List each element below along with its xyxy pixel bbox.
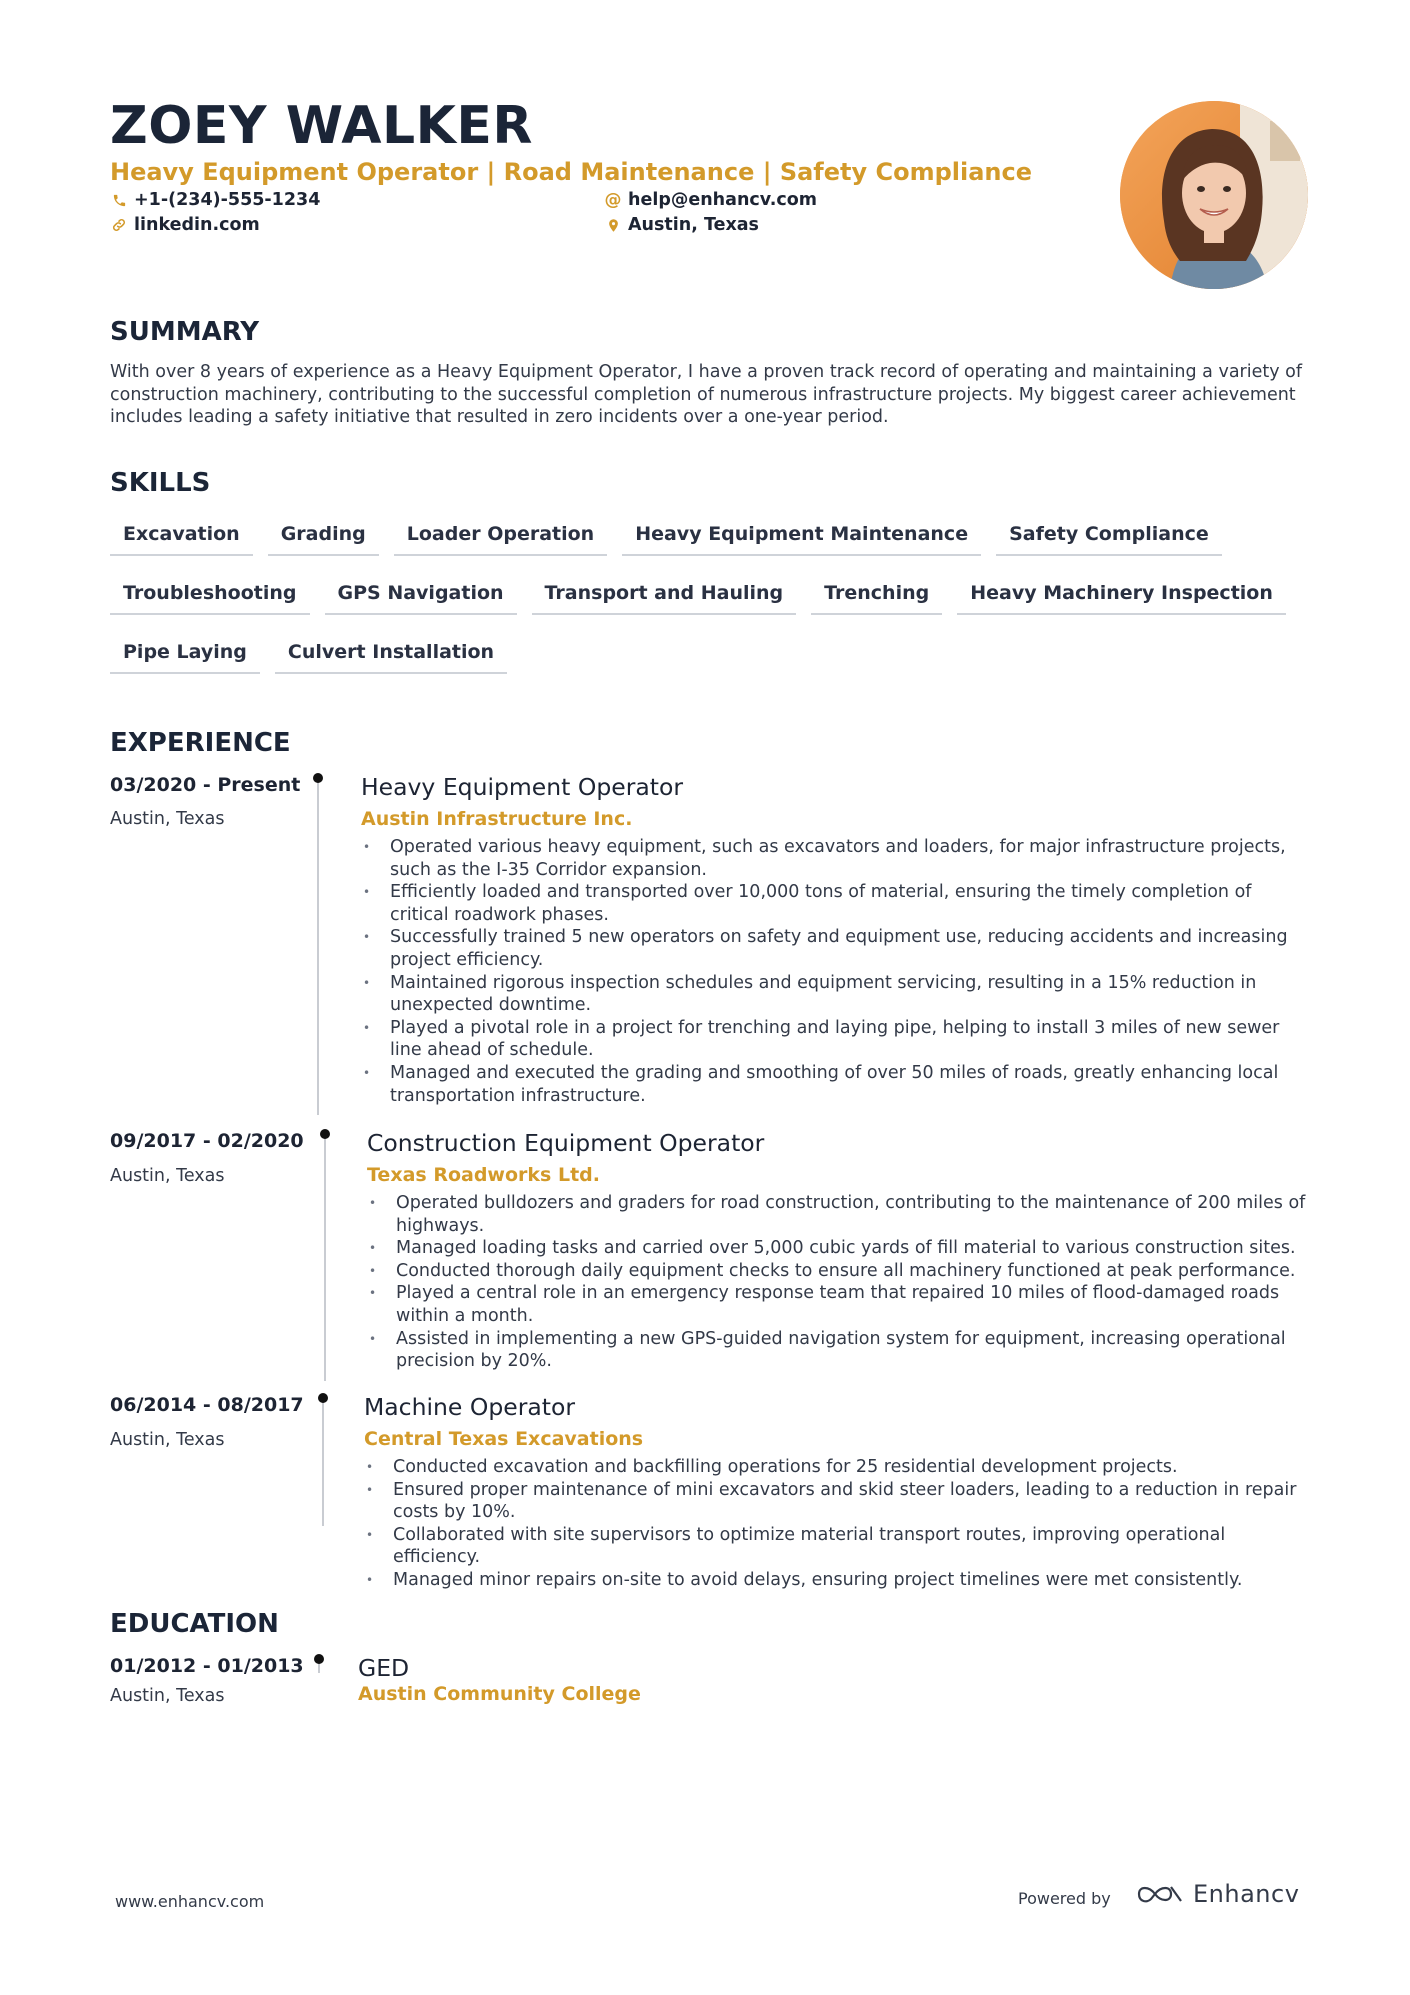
- job-company: Texas Roadworks Ltd.: [367, 1164, 600, 1186]
- skill-tag: Heavy Machinery Inspection: [957, 573, 1286, 615]
- job-bullet: • Assisted in implementing a new GPS-guided navigation system for equipment, increasing operational precision by 20%.: [367, 1328, 1311, 1373]
- education-school: Austin Community College: [358, 1683, 641, 1705]
- timeline-dot: [318, 1393, 328, 1403]
- skill-tag: Transport and Hauling: [532, 573, 797, 615]
- linkedin-text[interactable]: linkedin.com: [134, 215, 260, 235]
- skills-title: SKILLS: [110, 468, 211, 498]
- timeline-dot: [313, 773, 323, 783]
- skill-tag: Troubleshooting: [110, 573, 310, 615]
- skill-tag: Safety Compliance: [996, 514, 1222, 556]
- timeline-dot: [320, 1129, 330, 1139]
- skill-tag: Grading: [268, 514, 379, 556]
- footer-powered-by: Powered by: [1018, 1889, 1111, 1908]
- footer-brand[interactable]: [1137, 1880, 1299, 1908]
- candidate-name: ZOEY WALKER: [110, 96, 533, 156]
- job-bullet: • Operated various heavy equipment, such as excavators and loaders, for major infrastructure projects, such as the I-35 Corridor expansion.: [361, 836, 1311, 881]
- job-bullet: • Maintained rigorous inspection schedules and equipment servicing, resulting in a 15% reduction in unexpected downtime.: [361, 972, 1311, 1017]
- skill-tag: Pipe Laying: [110, 632, 260, 674]
- timeline-line: [324, 1134, 326, 1381]
- job-role: Heavy Equipment Operator: [361, 773, 684, 801]
- job-date: 06/2014 - 08/2017: [110, 1394, 304, 1416]
- link-icon: [110, 216, 128, 234]
- education-title: EDUCATION: [110, 1609, 279, 1639]
- timeline-line: [317, 778, 319, 1115]
- skills-row: [110, 514, 1310, 573]
- job-bullet: • Successfully trained 5 new operators on safety and equipment use, reducing accidents and increasing project efficiency.: [361, 926, 1311, 971]
- phone-text[interactable]: +1-(234)-555-1234: [134, 190, 321, 210]
- job-bullet: • Efficiently loaded and transported over 10,000 tons of material, ensuring the timely completion of critical roadwork phases.: [361, 881, 1311, 926]
- job-bullets: [364, 1456, 1311, 1592]
- contact-linkedin: [110, 213, 260, 237]
- job-location: Austin, Texas: [110, 809, 225, 829]
- timeline-dot: [314, 1654, 324, 1664]
- email-text[interactable]: help@enhancv.com: [628, 190, 818, 210]
- at-icon: @: [604, 190, 622, 210]
- skills-row: [110, 573, 1310, 632]
- summary-title: SUMMARY: [110, 317, 260, 347]
- footer-url[interactable]: www.enhancv.com: [115, 1892, 265, 1911]
- job-date: 09/2017 - 02/2020: [110, 1130, 304, 1152]
- job-date: 03/2020 - Present: [110, 774, 301, 796]
- job-bullet: • Managed minor repairs on-site to avoid delays, ensuring project timelines were met consistently.: [364, 1569, 1311, 1592]
- job-bullet: • Collaborated with site supervisors to optimize material transport routes, improving operational efficiency.: [364, 1524, 1311, 1569]
- contact-location: [604, 213, 759, 237]
- timeline-line: [322, 1398, 324, 1526]
- job-bullet: • Conducted excavation and backfilling operations for 25 residential development projects.: [364, 1456, 1311, 1479]
- job-location: Austin, Texas: [110, 1166, 225, 1186]
- job-bullet: • Played a pivotal role in a project for trenching and laying pipe, helping to install 3 miles of new sewer line ahead of schedule.: [361, 1017, 1311, 1062]
- skill-tag: Loader Operation: [394, 514, 607, 556]
- job-company: Austin Infrastructure Inc.: [361, 808, 633, 830]
- footer-brand-name: Enhancv: [1193, 1880, 1300, 1908]
- headline: Heavy Equipment Operator | Road Maintenance | Safety Compliance: [110, 158, 1033, 186]
- location-pin-icon: [604, 216, 622, 234]
- education-location: Austin, Texas: [110, 1686, 225, 1706]
- skill-tag: Excavation: [110, 514, 253, 556]
- phone-icon: [110, 191, 128, 209]
- skill-tag: GPS Navigation: [325, 573, 517, 615]
- skill-tag: Culvert Installation: [275, 632, 507, 674]
- skills-row: [110, 632, 1310, 691]
- job-bullet: • Operated bulldozers and graders for road construction, contributing to the maintenance of 200 miles of highways.: [367, 1192, 1311, 1237]
- contact-phone: [110, 188, 320, 212]
- job-location: Austin, Texas: [110, 1430, 225, 1450]
- job-role: Machine Operator: [364, 1393, 576, 1421]
- job-role: Construction Equipment Operator: [367, 1129, 765, 1157]
- location-text: Austin, Texas: [628, 215, 759, 235]
- experience-title: EXPERIENCE: [110, 728, 291, 758]
- education-date: 01/2012 - 01/2013: [110, 1655, 304, 1677]
- job-company: Central Texas Excavations: [364, 1428, 644, 1450]
- job-bullets: [367, 1192, 1311, 1373]
- job-bullet: • Ensured proper maintenance of mini excavators and skid steer loaders, leading to a reduction in repair costs by 10%.: [364, 1479, 1311, 1524]
- skill-tag: Trenching: [811, 573, 942, 615]
- education-degree: GED: [358, 1654, 410, 1682]
- enhancv-logo-icon: [1137, 1882, 1183, 1906]
- contact-email: [604, 188, 817, 212]
- job-bullet: • Managed and executed the grading and smoothing of over 50 miles of roads, greatly enhancing local transportation infrastructure.: [361, 1062, 1311, 1107]
- skills-list: [110, 514, 1310, 691]
- job-bullet: • Managed loading tasks and carried over 5,000 cubic yards of fill material to various construction sites.: [367, 1237, 1311, 1260]
- profile-photo: [1120, 101, 1308, 289]
- job-bullet: • Played a central role in an emergency response team that repaired 10 miles of flood-damaged roads within a month.: [367, 1282, 1311, 1327]
- skill-tag: Heavy Equipment Maintenance: [622, 514, 981, 556]
- job-bullet: • Conducted thorough daily equipment checks to ensure all machinery functioned at peak performance.: [367, 1260, 1311, 1283]
- job-bullets: [361, 836, 1311, 1107]
- summary-text: With over 8 years of experience as a Heavy Equipment Operator, I have a proven track record of operating and maintaining a variety of construction machinery, contributing to the successful completion of numerous infrastructure projects. My biggest career achievement includes leading a safety initiative that resulted in zero incidents over a one-year period.: [110, 362, 1303, 428]
